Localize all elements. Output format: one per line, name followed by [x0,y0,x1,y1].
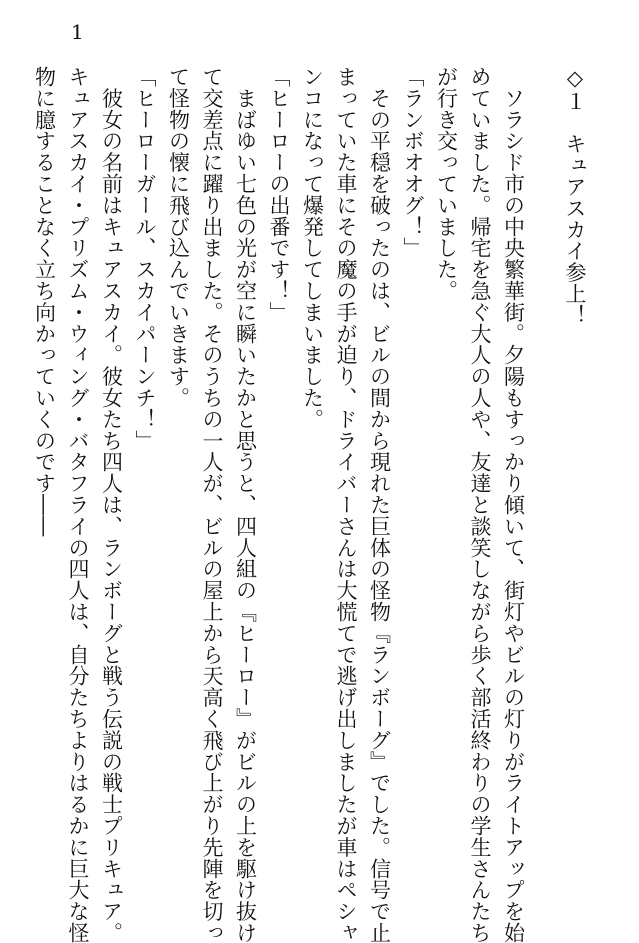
text-line: その平穏を破ったのは、ビルの間から現れた巨体の怪物『ランボーグ』でした。信号で止 [367,66,392,943]
text-line: まばゆい七色の光が空に瞬いたかと思うと、四人組の『ヒーロー』がビルの上を駆け抜け [233,66,258,943]
text-line: 彼女の名前はキュアスカイ。彼女たち四人は、ランボーグと戦う伝説の戦士プリキュア。 [99,66,124,943]
text-line: ンコになって爆発してしまいました。 [300,66,325,430]
vertical-text-body [27,66,591,943]
text-line: が行き交っていました。 [434,66,459,302]
text-line: て交差点に躍り出ました。そのうちの一人が、ビルの屋上から天高く飛び上がり先陣を切っ [200,66,224,943]
dialogue-line: 「ランボオオグ！」 [401,66,425,259]
text-line: ソラシド市の中央繁華街。夕陽もすっかり傾いて、街灯やビルの灯りがライトアップを始 [501,66,526,943]
text-line: て怪物の懐に飛び込んでいきます。 [166,66,191,409]
text-line: キュアスカイ・プリズム・ウィング・バタフライの四人は、自分たちよりはるかに巨大な怪 [66,66,90,943]
chapter-title: ◇１ キュアスカイ参上！ [563,66,587,326]
text-line: まっていた車にその魔の手が迫り、ドライバーさんは大慌てで逃げ出しましたが車はペシャ [334,66,358,943]
dialogue-line: 「ヒーローガール、スカイパーンチ！」 [133,66,157,452]
text-line: 物に臆することなく立ち向かっていくのです―― [32,66,57,537]
text-line: めていました。帰宅を急ぐ大人の人や、友達と談笑しながら歩く部活終わりの学生さんたち [468,66,492,943]
page-number: 1 [71,20,84,44]
dialogue-line: 「ヒーローの出番です！」 [267,66,291,323]
